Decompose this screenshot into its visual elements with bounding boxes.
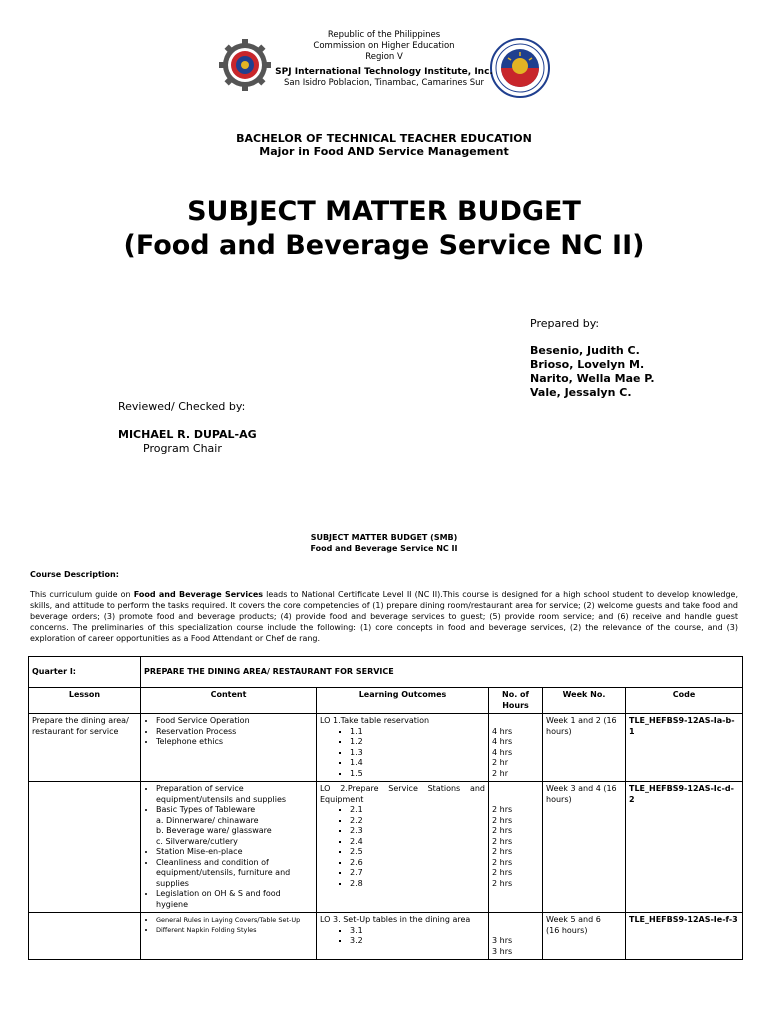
- hours-value: 2 hrs: [492, 805, 513, 814]
- hours-value: 3 hrs: [492, 936, 513, 945]
- hours-cell: [489, 714, 543, 782]
- outcome-item: ▪ 2.5: [350, 847, 485, 858]
- outcome-item: ▪ 2.6: [350, 858, 485, 869]
- reviewer-name: MICHAEL R. DUPAL-AG: [118, 428, 257, 441]
- hours-cell: [489, 913, 543, 960]
- header-week: Week No.: [543, 688, 626, 714]
- outcome-item: ▪ 2.1: [350, 805, 485, 816]
- content-item: • Cleanliness and condition of equipment/utensils, furniture and supplies: [156, 858, 313, 890]
- header-content: Content: [141, 688, 317, 714]
- institution-name: SPJ International Technology Institute, Inc.: [275, 67, 493, 77]
- course-description-label: Course Description:: [30, 570, 119, 579]
- document-title: [84, 195, 684, 263]
- content-item: • Food Service Operation: [156, 716, 313, 727]
- lesson-cell: Prepare the dining area/ restaurant for service: [29, 714, 141, 782]
- quarter-label: Quarter I:: [29, 657, 141, 688]
- hours-value: 2 hrs: [492, 857, 513, 867]
- learning-outcome: LO 1.Take table reservation: [320, 716, 430, 725]
- course-desc-pre: This curriculum guide on: [30, 590, 134, 599]
- institution-address: San Isidro Poblacion, Tinambac, Camarines Sur: [284, 78, 484, 88]
- outcome-item: ▪ 2.3: [350, 826, 485, 837]
- content-cell: [141, 714, 317, 782]
- outcome-item: ▪ 1.1: [350, 727, 485, 738]
- hours-value: 2 hrs: [492, 847, 513, 856]
- preparer-names: [530, 344, 655, 400]
- degree-line-1: BACHELOR OF TECHNICAL TEACHER EDUCATION: [236, 132, 532, 145]
- code-cell: TLE_HEFBS9-12AS-Ie-f-3: [626, 913, 743, 960]
- hours-value: 2 hr: [492, 758, 508, 767]
- table-row: [29, 913, 743, 960]
- week-cell: Week 1 and 2 (16 hours): [543, 714, 626, 782]
- smb-heading: [234, 532, 534, 554]
- quarter-row: [29, 657, 743, 688]
- hours-value: 2 hrs: [492, 868, 513, 877]
- hours-value: 2 hrs: [492, 878, 513, 888]
- hours-value: 4 hrs: [492, 747, 513, 757]
- lesson-cell: [29, 782, 141, 913]
- degree-line-2: Major in Food AND Service Management: [259, 145, 509, 158]
- outcome-item: ▪ 2.7: [350, 868, 485, 879]
- course-description: [30, 589, 738, 644]
- header-lesson: Lesson: [29, 688, 141, 714]
- content-item: • Legislation on OH & S and food hygiene: [156, 889, 313, 910]
- content-cell: [141, 782, 317, 913]
- course-desc-post: leads to National Certificate Level II (NC II).This course is designed for a high school student to develop knowledge, skills, and attitude to perform the tasks required. It covers the core competencies of (1) prepare dining room/restaurant area for service; (2) welcome guests and take food and beverage orders; (3) promote food and beverage products; (4) provide food and beverage services to guest; (5) provide room service; and (6) receive and handle guest concerns. The preliminaries of this specialization course include the following: (1) core concepts in food and beverage services, (2) the relevance of the course, and (3) exploration of career opportunities as a Food Attendant or Chef de rang.: [30, 590, 739, 643]
- preparer-name: Brioso, Lovelyn M.: [530, 358, 645, 371]
- quarter-title: PREPARE THE DINING AREA/ RESTAURANT FOR SERVICE: [141, 657, 743, 688]
- header-block: [234, 30, 534, 89]
- reviewed-by-label: Reviewed/ Checked by:: [118, 400, 246, 413]
- smb-table: [28, 656, 743, 960]
- smb-line-1: SUBJECT MATTER BUDGET (SMB): [310, 533, 458, 542]
- content-cell: [141, 913, 317, 960]
- outcome-item: ▪ 3.2: [350, 936, 485, 947]
- content-item: • Station Mise-en-place: [156, 847, 313, 858]
- hours-value: 4 hrs: [492, 737, 513, 746]
- content-item: • General Rules in Laying Covers/Table Set-Up: [156, 915, 313, 925]
- lesson-cell: [29, 913, 141, 960]
- header-outcomes: Learning Outcomes: [317, 688, 489, 714]
- outcome-item: ▪ 1.4: [350, 758, 485, 769]
- outcome-item: ▪ 2.8: [350, 879, 485, 890]
- hours-value: 2 hrs: [492, 836, 513, 846]
- content-item: • Reservation Process: [156, 727, 313, 738]
- week-cell: Week 3 and 4 (16 hours): [543, 782, 626, 913]
- learning-outcome: LO 2.Prepare Service Stations and Equipment: [320, 784, 485, 804]
- code-cell: TLE_HEFBS9-12AS-Ia-b-1: [626, 714, 743, 782]
- header-line-2: Commission on Higher Education: [313, 41, 455, 51]
- course-desc-bold: Food and Beverage Services: [133, 590, 264, 599]
- outcome-item: ▪ 1.5: [350, 769, 485, 780]
- outcomes-cell: [317, 714, 489, 782]
- table-row: [29, 782, 743, 913]
- content-item: • Telephone ethics: [156, 737, 313, 748]
- outcome-item: ▪ 1.2: [350, 737, 485, 748]
- content-item: • Different Napkin Folding Styles: [156, 925, 313, 935]
- outcome-item: ▪ 2.2: [350, 816, 485, 827]
- header-line-3: Region V: [365, 52, 403, 62]
- outcome-item: ▪ 1.3: [350, 748, 485, 759]
- reviewer-role: Program Chair: [143, 442, 222, 455]
- prepared-by-label: Prepared by:: [530, 317, 600, 330]
- hours-value: 2 hrs: [492, 826, 513, 835]
- title-line-1: SUBJECT MATTER BUDGET: [187, 196, 581, 227]
- week-cell: Week 5 and 6 (16 hours): [543, 913, 626, 960]
- hours-cell: [489, 782, 543, 913]
- hours-value: 3 hrs: [492, 946, 513, 956]
- degree-block: [134, 132, 634, 158]
- preparer-name: Besenio, Judith C.: [530, 344, 640, 357]
- hours-value: 4 hrs: [492, 726, 513, 736]
- content-item: • Basic Types of Tableware a. Dinnerware/ chinaware b. Beverage ware/ glassware c. Silverware/cutlery: [156, 805, 313, 847]
- code-cell: TLE_HEFBS9-12AS-Ic-d-2: [626, 782, 743, 913]
- learning-outcome: LO 3. Set-Up tables in the dining area: [320, 915, 471, 924]
- outcomes-cell: [317, 782, 489, 913]
- table-row: [29, 714, 743, 782]
- outcomes-cell: [317, 913, 489, 960]
- hours-value: 2 hrs: [492, 815, 513, 825]
- header-line-1: Republic of the Philippines: [327, 30, 441, 40]
- outcome-item: ▪ 3.1: [350, 926, 485, 937]
- preparer-name: Vale, Jessalyn C.: [530, 386, 632, 399]
- header-code: Code: [626, 688, 743, 714]
- content-item: • Preparation of service equipment/utensils and supplies: [156, 784, 313, 805]
- table-header-row: [29, 688, 743, 714]
- hours-value: 2 hr: [492, 768, 508, 778]
- outcome-item: ▪ 2.4: [350, 837, 485, 848]
- preparer-name: Narito, Wella Mae P.: [530, 372, 655, 385]
- smb-line-2: Food and Beverage Service NC II: [310, 544, 458, 553]
- title-line-2: (Food and Beverage Service NC II): [123, 230, 645, 261]
- header-hours: No. of Hours: [489, 688, 543, 714]
